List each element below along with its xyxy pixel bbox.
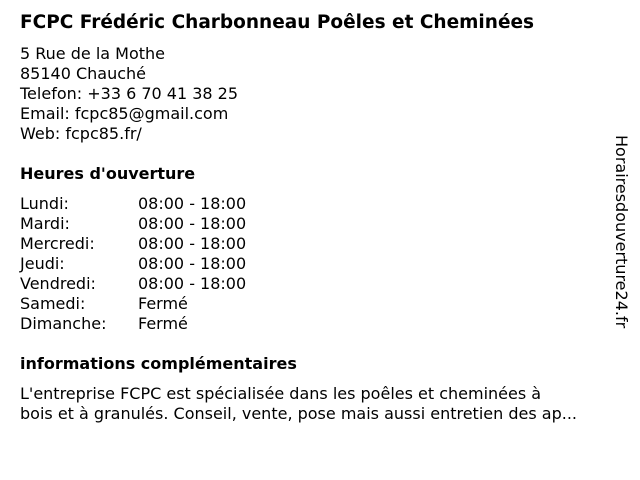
day-label: Mercredi:: [20, 234, 95, 253]
hours-row-monday: [20, 194, 246, 214]
day-hours: 08:00 - 18:00: [138, 194, 247, 213]
day-label: Vendredi:: [20, 274, 96, 293]
day-label: Lundi:: [20, 194, 69, 213]
day-hours: Fermé: [138, 314, 188, 333]
day-hours: 08:00 - 18:00: [138, 274, 247, 293]
description-line: bois et à granulés. Conseil, vente, pose mais aussi entretien des ap...: [20, 404, 577, 423]
hours-row-wednesday: [20, 234, 246, 254]
day-hours: Fermé: [138, 294, 188, 313]
watermark-text: Horairesdouverture24.fr: [612, 135, 631, 329]
contact-block: [20, 44, 238, 144]
day-label: Mardi:: [20, 214, 70, 233]
day-hours: 08:00 - 18:00: [138, 234, 247, 253]
site-watermark: [599, 135, 640, 345]
phone-number[interactable]: Telefon: +33 6 70 41 38 25: [20, 84, 239, 103]
hours-row-saturday: [20, 294, 246, 314]
business-description: [20, 384, 630, 424]
hours-row-sunday: [20, 314, 246, 334]
day-label: Samedi:: [20, 294, 86, 313]
day-label: Jeudi:: [20, 254, 65, 273]
business-name: FCPC Frédéric Charbonneau Poêles et Cheminées: [20, 12, 535, 33]
day-hours: 08:00 - 18:00: [138, 254, 247, 273]
website-link[interactable]: Web: fcpc85.fr/: [20, 124, 142, 143]
day-label: Dimanche:: [20, 314, 107, 333]
opening-hours-table: [20, 194, 246, 334]
opening-hours-heading: Heures d'ouverture: [20, 164, 196, 183]
description-line: L'entreprise FCPC est spécialisée dans les poêles et cheminées à: [20, 384, 542, 403]
hours-row-friday: [20, 274, 246, 294]
email-address[interactable]: Email: fcpc85@gmail.com: [20, 104, 229, 123]
additional-info-heading: informations complémentaires: [20, 354, 297, 373]
address-city: 85140 Chauché: [20, 64, 147, 83]
day-hours: 08:00 - 18:00: [138, 214, 247, 233]
address-street: 5 Rue de la Mothe: [20, 44, 166, 63]
hours-row-tuesday: [20, 214, 246, 234]
hours-row-thursday: [20, 254, 246, 274]
